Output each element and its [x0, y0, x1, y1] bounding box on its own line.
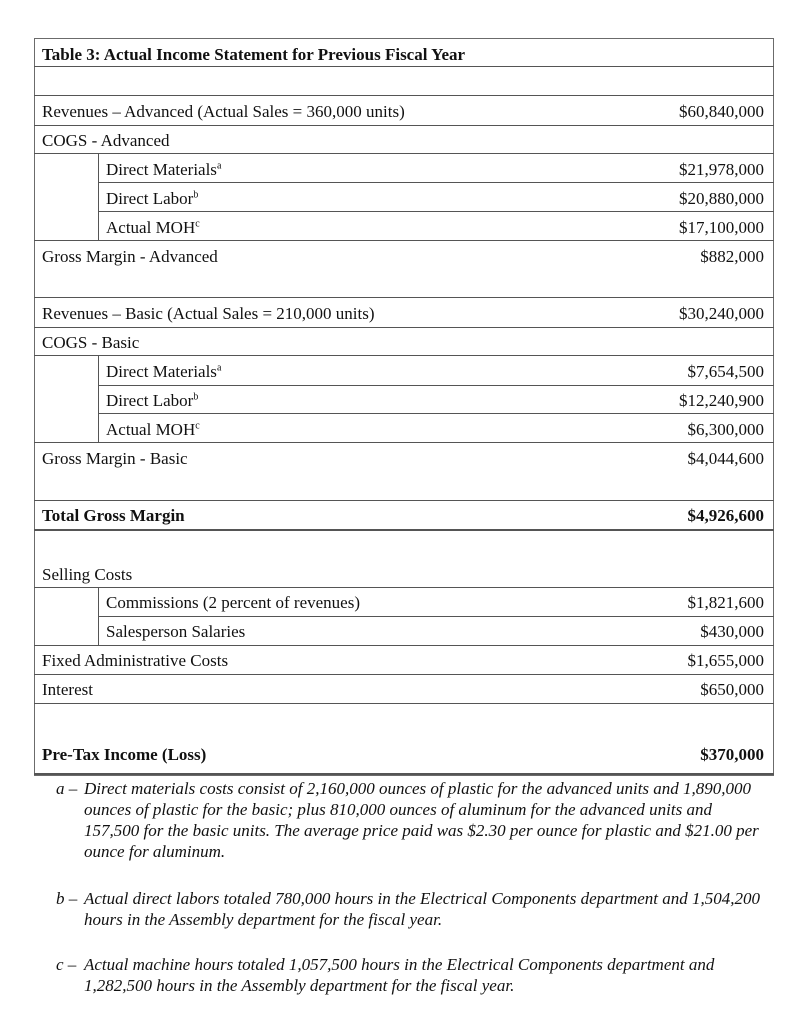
- basic-dm-value: $7,654,500: [687, 362, 764, 381]
- rule: [34, 66, 774, 67]
- advanced-dm-row: [106, 160, 221, 180]
- footnote-a: [56, 778, 766, 862]
- rule: [34, 125, 774, 126]
- rule: [34, 645, 774, 646]
- fixed-admin-value: $1,655,000: [687, 651, 764, 670]
- basic-dl-value: $12,240,900: [679, 391, 764, 410]
- advanced-gm-value: $882,000: [700, 247, 764, 266]
- salaries-label: Salesperson Salaries: [106, 622, 246, 641]
- basic-moh-value: $6,300,000: [687, 420, 764, 439]
- indent-divider: [98, 153, 99, 240]
- rule: [34, 529, 774, 531]
- rule: [34, 587, 774, 588]
- basic-dl-row: [106, 391, 198, 411]
- rule: [34, 442, 774, 443]
- footnote-marker: b: [193, 391, 199, 403]
- advanced-moh-label: Actual MOH: [106, 218, 196, 237]
- advanced-revenue-value: $60,840,000: [679, 102, 764, 121]
- rule: [34, 703, 774, 704]
- advanced-dl-value: $20,880,000: [679, 189, 764, 208]
- footnote-c-label: c –: [56, 955, 77, 974]
- basic-dm-label: Direct Materials: [106, 362, 217, 381]
- advanced-dl-row: [106, 189, 198, 209]
- basic-moh-row: [106, 420, 200, 440]
- interest-label: Interest: [42, 680, 93, 699]
- footnote-marker: c: [195, 420, 200, 432]
- rule: [34, 500, 774, 501]
- advanced-moh-value: $17,100,000: [679, 218, 764, 237]
- rule: [98, 616, 774, 617]
- basic-dm-row: [106, 362, 221, 382]
- rule: [98, 413, 774, 414]
- advanced-dm-value: $21,978,000: [679, 160, 764, 179]
- footnote-marker: a: [216, 160, 222, 172]
- basic-moh-label: Actual MOH: [106, 420, 196, 439]
- rule: [34, 674, 774, 675]
- basic-gm-value: $4,044,600: [687, 449, 764, 468]
- rule: [98, 182, 774, 183]
- advanced-cogs-label: COGS - Advanced: [42, 131, 170, 150]
- advanced-moh-row: [106, 218, 200, 238]
- total-gm-value: $4,926,600: [687, 506, 764, 525]
- rule: [34, 153, 774, 154]
- advanced-gm-label: Gross Margin - Advanced: [42, 247, 218, 266]
- basic-revenue-value: $30,240,000: [679, 304, 764, 323]
- interest-value: $650,000: [700, 680, 764, 699]
- table-title: Table 3: Actual Income Statement for Previous Fiscal Year: [42, 45, 466, 64]
- advanced-revenue-label: Revenues – Advanced (Actual Sales = 360,000 units): [42, 102, 405, 121]
- basic-revenue-label: Revenues – Basic (Actual Sales = 210,000 units): [42, 304, 375, 323]
- footnote-marker: c: [195, 218, 200, 230]
- total-gm-label: Total Gross Margin: [42, 506, 185, 525]
- pretax-label: Pre-Tax Income (Loss): [42, 745, 207, 764]
- footnote-c-text: Actual machine hours totaled 1,057,500 hours in the Electrical Components department and 1,282,500 hours in the Assembly department for the fiscal year.: [84, 955, 715, 995]
- rule: [34, 327, 774, 328]
- rule: [34, 240, 774, 241]
- fixed-admin-label: Fixed Administrative Costs: [42, 651, 229, 670]
- rule: [98, 385, 774, 386]
- rule: [98, 211, 774, 212]
- rule: [34, 773, 774, 775]
- rule: [34, 355, 774, 356]
- indent-divider: [98, 355, 99, 442]
- basic-dl-label: Direct Labor: [106, 391, 194, 410]
- rule: [34, 95, 774, 96]
- salaries-value: $430,000: [700, 622, 764, 641]
- rule: [34, 297, 774, 298]
- footnote-b: [56, 888, 766, 930]
- basic-gm-label: Gross Margin - Basic: [42, 449, 188, 468]
- advanced-dm-label: Direct Materials: [106, 160, 217, 179]
- footnote-a-text: Direct materials costs consist of 2,160,000 ounces of plastic for the advanced units and 1,890,000 ounces of plastic for the basic; plus 810,000 ounces of aluminum for the advanced units and 157,500 for the basic units. The average price paid was $2.30 per ounce for plastic and $21.00 per ounce for aluminum.: [84, 779, 759, 861]
- footnote-marker: a: [216, 362, 222, 374]
- footnote-marker: b: [193, 189, 199, 201]
- pretax-value: $370,000: [700, 745, 764, 764]
- advanced-dl-label: Direct Labor: [106, 189, 194, 208]
- footnote-c: [56, 954, 766, 996]
- commissions-value: $1,821,600: [687, 593, 764, 612]
- footnote-a-label: a –: [56, 779, 78, 798]
- commissions-label: Commissions (2 percent of revenues): [106, 593, 360, 612]
- footnote-b-text: Actual direct labors totaled 780,000 hours in the Electrical Components department and 1,504,200 hours in the Assembly department for the fiscal year.: [84, 889, 760, 929]
- footnote-b-label: b –: [56, 889, 78, 908]
- selling-costs-label: Selling Costs: [42, 565, 133, 584]
- basic-cogs-label: COGS - Basic: [42, 333, 140, 352]
- indent-divider: [98, 587, 99, 645]
